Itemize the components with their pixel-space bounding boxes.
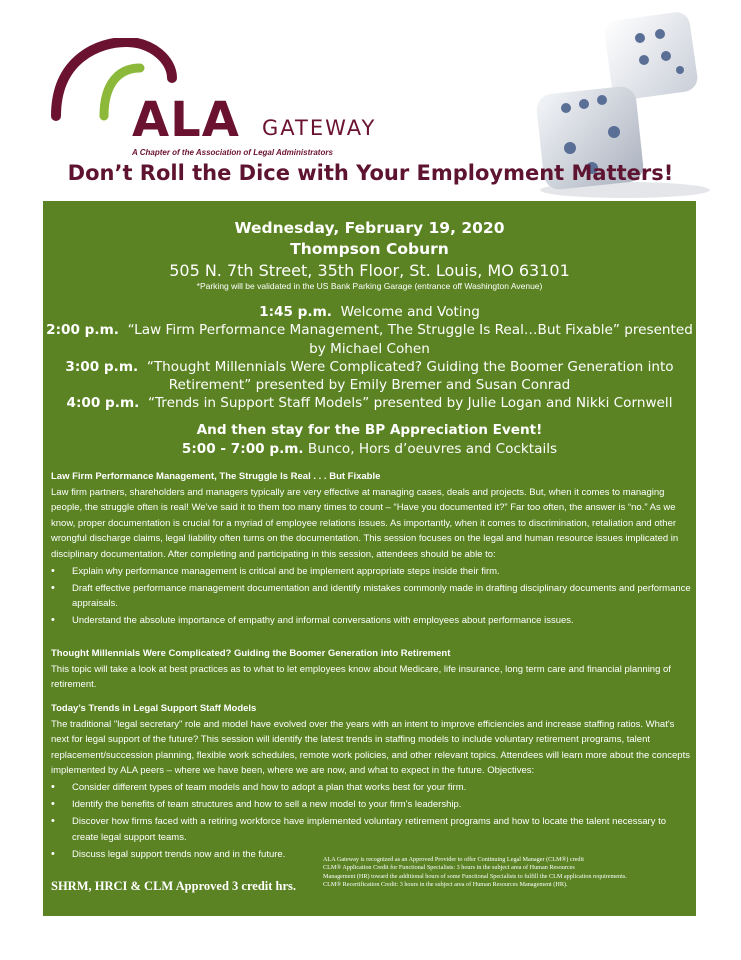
agenda-list <box>43 303 696 413</box>
bullet-item: • Identify the benefits of team structures and how to sell a new model to your firm's leadership. <box>51 797 691 813</box>
page-headline: Don’t Roll the Dice with Your Employment Matters! <box>67 161 674 185</box>
agenda-item <box>43 303 696 321</box>
bp-event-hours: 5:00 - 7:00 p.m. <box>181 441 304 457</box>
bullet-item: • Discover how firms faced with a retiring workforce have implemented voluntary retirement programs and how to locate the talent necessary to create legal support teams. <box>51 814 691 845</box>
section-body: The traditional "legal secretary" role and model have evolved over the years with an intent to improve efficiencies and increase staffing ratios. What's next for legal support of the future? This session will identify the latest trends in staffing models to include voluntary retirement programs, talent replacement/succession planning, flexible work schedules, remote work policies, and other relevant topics. Attendees will learn more about the concepts implemented by ALA peers – where we have been, where we are now, and what to expect in the future. Objectives: <box>51 718 690 776</box>
event-address: 505 N. 7th Street, 35th Floor, St. Louis, MO 63101 <box>169 261 570 280</box>
agenda-item <box>43 321 696 358</box>
agenda-desc: “Thought Millennials Were Complicated? Guiding the Boomer Generation into Retirement” presented by Emily Bremer and Susan Conrad <box>146 358 674 394</box>
clm-line: Management (HR) toward the additional hours of some Functional Specialists to fulfill the CLM application requirements. <box>323 872 627 880</box>
agenda-time: 1:45 p.m. <box>259 304 332 320</box>
session-description-staff-models <box>51 701 691 864</box>
bullet-item: • Explain why performance management is critical and be implement appropriate steps inside their firm. <box>51 564 691 580</box>
clm-credit-notice <box>323 856 695 890</box>
parking-note: *Parking will be validated in the US Bank Parking Garage (entrance off Washington Avenue) <box>196 281 543 291</box>
event-date: Wednesday, February 19, 2020 <box>234 219 505 237</box>
credit-approval: SHRM, HRCI & CLM Approved 3 credit hrs. <box>51 879 297 893</box>
section-title: Law Firm Performance Management, The Struggle Is Real . . . But Fixable <box>51 471 381 482</box>
agenda-desc: “Law Firm Performance Management, The Struggle Is Real…But Fixable” presented by Michael Cohen <box>127 322 693 357</box>
agenda-time: 2:00 p.m. <box>46 322 119 339</box>
section-title: Thought Millennials Were Complicated? Guiding the Boomer Generation into Retirement <box>51 648 451 659</box>
session-description-boomers <box>51 646 691 693</box>
section-title: Today’s Trends in Legal Support Staff Models <box>51 703 257 714</box>
agenda-time: 4:00 p.m. <box>66 395 140 412</box>
logo-tagline: A Chapter of the Association of Legal Administrators <box>132 148 333 157</box>
agenda-desc: “Trends in Support Staff Models” presented by Julie Logan and Nikki Cornwell <box>147 395 673 412</box>
bullet-list <box>51 780 691 862</box>
logo-ala-text: ALA <box>132 92 240 148</box>
bullet-list <box>51 564 691 629</box>
bp-event-desc: Bunco, Hors d’oeuvres and Cocktails <box>307 441 558 457</box>
bullet-item: • Consider different types of team models and how to adopt a plan that works best for your firm. <box>51 780 691 796</box>
logo-gateway-text: GATEWAY <box>262 116 377 140</box>
event-venue: Thompson Coburn <box>290 240 449 258</box>
bullet-item: • Understand the absolute importance of empathy and informal conversations with employees about performance issues. <box>51 613 691 629</box>
ala-gateway-logo <box>48 38 418 157</box>
event-panel <box>43 201 696 916</box>
section-body: This topic will take a look at best practices as to what to let employees know about Medicare, life insurance, long term care and financial planning of retirement. <box>51 663 671 690</box>
session-description-performance <box>51 469 691 630</box>
bp-event-title: And then stay for the BP Appreciation Event! <box>196 422 543 438</box>
agenda-desc: Welcome and Voting <box>340 304 480 320</box>
bullet-item: • Draft effective performance management documentation and identify mistakes commonly made in drafting disciplinary documents and performance appraisals. <box>51 581 691 612</box>
clm-line: CLM® Recertification Credit: 3 hours in the subject area of Human Resources Management (HR). <box>323 881 568 889</box>
clm-line: CLM® Application Credit for Functional Specialists: 3 hours in the subject area of Human Resources <box>323 864 575 872</box>
section-body: Law firm partners, shareholders and managers typically are very effective at managing cases, deals and projects. But, when it comes to managing people, the struggle often is real! We’ve said it to them too many times to count – “Have you documented it?” Far too often, the answer is “no.” As we know, proper documentation is crucial for a myriad of employee relations issues. As importantly, when it comes to discrimination, retaliation and other wrongful discharge claims, legal liability often turns on the documentation. This session focuses on the legal and human resource issues implicated in disciplinary documentation. After completing and participating in this session, attendees should be able to: <box>51 486 679 560</box>
clm-line: ALA Gateway is recognized as an Approved Provider to offer Continuing Legal Manager (CLM®) credit <box>323 856 584 863</box>
bp-event-time <box>43 440 696 459</box>
bullet-item: • Discuss legal support trends now and in the future. <box>51 847 691 863</box>
agenda-item <box>43 358 696 395</box>
agenda-item <box>43 394 696 412</box>
agenda-time: 3:00 p.m. <box>65 358 139 375</box>
